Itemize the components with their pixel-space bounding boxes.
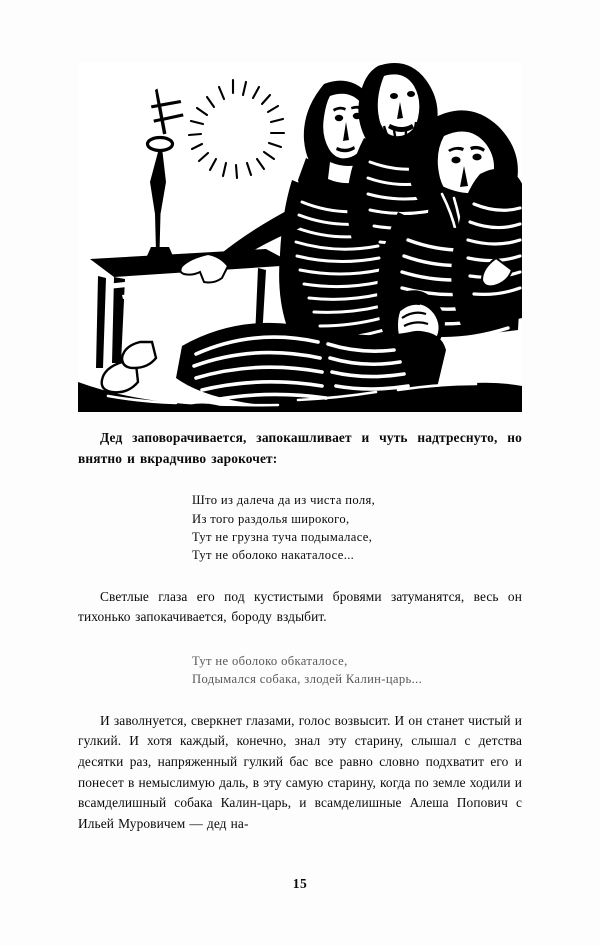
verse-line: Тут не оболоко обкаталосе, xyxy=(192,654,348,668)
woodcut-illustration-svg xyxy=(78,62,522,412)
page-text-block xyxy=(78,428,522,834)
verse-line: Тут не оболоко накаталосе... xyxy=(192,548,355,563)
verse-line: Што из далеча да из чиста поля, xyxy=(192,493,376,508)
paragraph-three: И заволнуется, сверкнет глазами, голос возвысит. И он станет чистый и гулкий. И хотя каждый, конечно, знал эту старину, слышал с детства десятки раз, напряженный гулкий бас все равно словно подхватит его и понесет в немыслимую даль, в эту самую старину, когда по земле ходили и всамделишный собака Калин-царь, и всамделишные Алеша Попович с Ильей Муровичем — дед на- xyxy=(78,712,522,831)
page-number: 15 xyxy=(292,876,308,891)
verse-line: Подымался собака, злодей Калин-царь... xyxy=(192,672,423,687)
verse-line: Из того раздолья широкого, xyxy=(192,511,350,526)
verse-block-first xyxy=(192,491,522,565)
paragraph-two: Светлые глаза его под кустистыми бровями затуманятся, весь он тихонько запокачивается, бороду вздыбит. xyxy=(78,588,522,625)
woodcut-illustration xyxy=(78,62,522,412)
lede-paragraph: Дед заповорачивается, запокашливает и чуть надтреснуто, но внятно и вкрадчиво зарокочет: xyxy=(78,430,522,466)
verse-block-second xyxy=(192,652,522,689)
verse-line: Тут не грузна туча подымаласе, xyxy=(192,530,373,544)
